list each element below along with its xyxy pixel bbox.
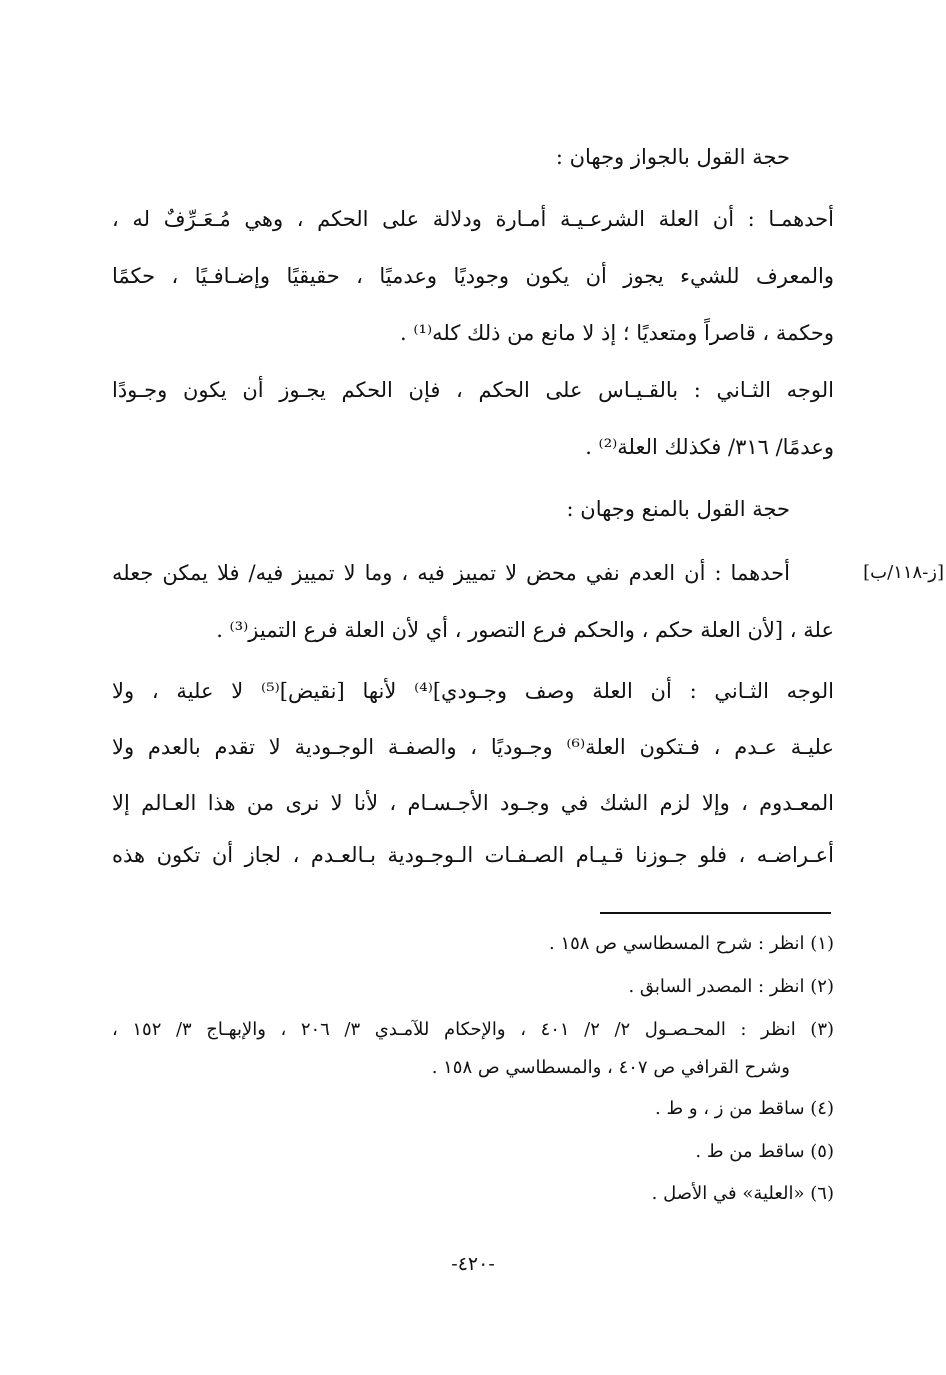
paragraph-4-line-1: الوجه الثـاني : أن العلة وصف وجـودي]⁽⁴⁾ لأنها [نقيض]⁽⁵⁾ لا علية ، ولا bbox=[112, 679, 834, 703]
footnote-2: (٢) انظر : المصدر السابق . bbox=[628, 976, 834, 997]
paragraph-2-line-2: وعدمًا/ ٣١٦/ فكذلك العلة⁽²⁾ . bbox=[585, 435, 834, 459]
footnote-5: (٥) ساقط من ط . bbox=[695, 1141, 834, 1162]
footnote-4: (٤) ساقط من ز ، و ط . bbox=[655, 1098, 834, 1119]
paragraph-1-line-3: وحكمة ، قاصراً ومتعديًا ؛ إذ لا مانع من ذلك كله⁽¹⁾ . bbox=[400, 321, 834, 345]
paragraph-3-line-2: علة ، [لأن العلة حكم ، والحكم فرع التصور ، أي لأن العلة فرع التميز⁽³⁾ . bbox=[216, 618, 834, 642]
page-number: -٤٢٠- bbox=[451, 1253, 495, 1275]
paragraph-4-line-3: المعـدوم ، وإلا لزم الشك في وجـود الأجـسـام ، لأنا لا نرى من هذا العـالم إلا bbox=[112, 791, 834, 815]
footnote-3: (٣) انظر : المحـصـول ٢/ ٢/ ٤٠١ ، والإحكام للآمـدي ٣/ ٢٠٦ ، والإبهـاج ٣/ ١٥٢ ، bbox=[112, 1019, 835, 1040]
section-heading-permit: حجة القول بالجواز وجهان : bbox=[555, 145, 790, 169]
paragraph-2-line-1: الوجه الثـاني : بالقـيـاس على الحكم ، فإن الحكم يجـوز أن يكون وجـودًا bbox=[112, 378, 834, 402]
paragraph-1-line-2: والمعرف للشيء يجوز أن يكون وجوديًا وعدميًا ، حقيقيًا وإضـافـيًا ، حكمًا bbox=[112, 264, 834, 288]
section-heading-prevent: حجة القول بالمنع وجهان : bbox=[566, 497, 790, 521]
footnote-6: (٦) «العلية» في الأصل . bbox=[651, 1183, 834, 1204]
paragraph-4-line-2: عليـة عـدم ، فـتكون العلة⁽⁶⁾ وجـوديًا ، والصفـة الوجـودية لا تقدم بالعدم ولا bbox=[112, 735, 834, 759]
footnote-separator bbox=[600, 912, 831, 914]
footnote-3-continuation: وشرح القرافي ص ٤٠٧ ، والمسطاسي ص ١٥٨ . bbox=[431, 1057, 790, 1078]
paragraph-4-line-4: أعـراضـه ، فلو جـوزنا قـيـام الصـفـات الـوجـودية بـالعـدم ، لجاز أن تكون هذه bbox=[112, 843, 834, 867]
paragraph-1-line-1: أحدهمـا : أن العلة الشرعـيـة أمـارة ودلالة على الحكم ، وهي مُـعَـرِّفٌ له ، bbox=[112, 207, 834, 231]
paragraph-3-line-1: أحدهما : أن العدم نفي محض لا تمييز فيه ، وما لا تمييز فيه/ فلا يمكن جعله bbox=[112, 561, 790, 585]
manuscript-margin-reference: [ز-١١٨/ب] bbox=[863, 562, 944, 583]
footnote-1: (١) انظر : شرح المسطاسي ص ١٥٨ . bbox=[549, 933, 834, 954]
